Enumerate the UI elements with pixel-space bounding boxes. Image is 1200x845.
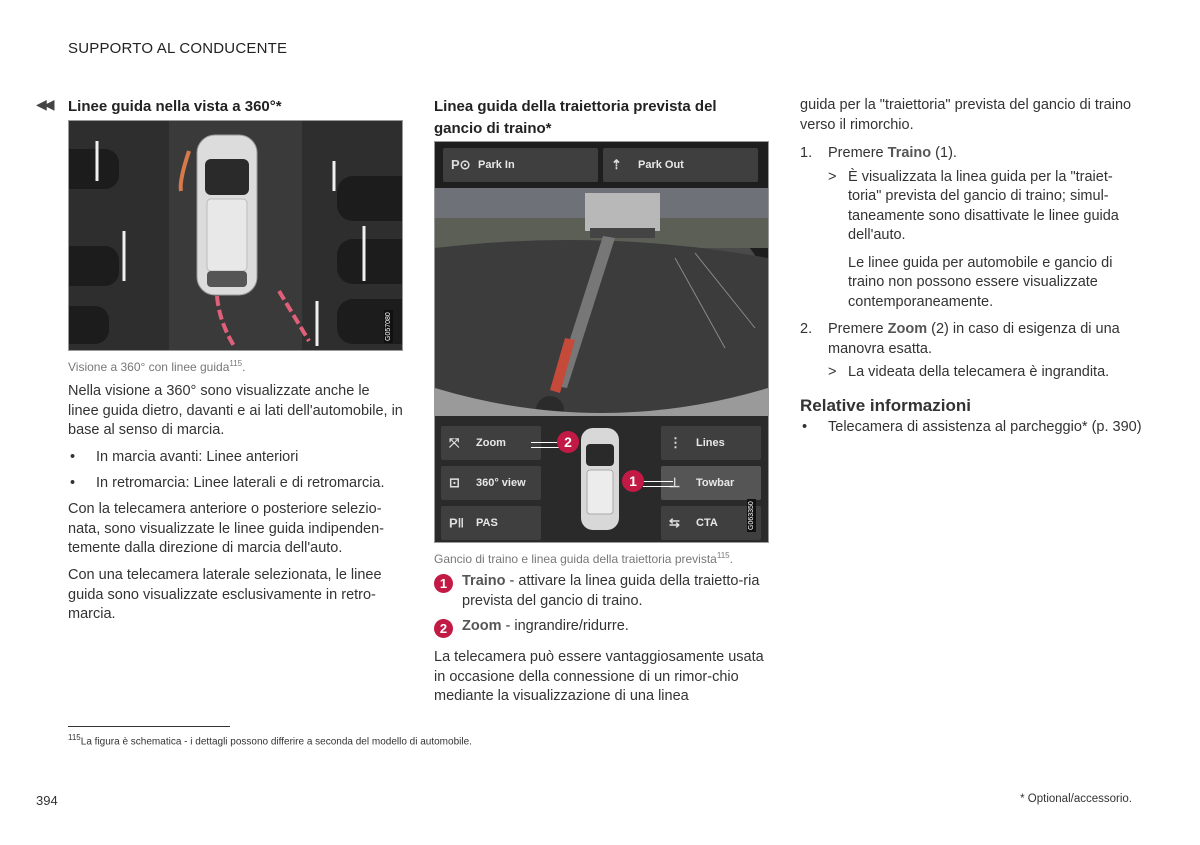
legend-keyword: Zoom [462,618,502,634]
step-1 [800,144,1145,164]
heading-towbar-guide: Linea guida della traiettoria prevista del gancio di traino* [434,98,717,137]
cta-button[interactable] [661,506,761,540]
list-item [68,474,403,494]
towbar-button[interactable] [661,466,761,500]
callout-2: 2 [557,431,579,453]
zoom-label: Zoom [476,437,506,449]
footnote-divider [68,726,230,727]
park-out-button[interactable] [603,148,758,182]
step-number: 1. [800,145,813,161]
figure-code: G063350 [748,501,755,530]
footnote [68,733,472,747]
zoom-icon: ⤧ [449,435,460,450]
figure-code: G057080 [385,312,392,341]
view360-button[interactable] [441,466,541,500]
legend-keyword: Traino [462,573,506,589]
camera-view [435,188,768,416]
step-1-result [800,168,1145,246]
bullet-icon: • [70,449,76,465]
list-item-text: In retromarcia: Linee laterali e di retromarcia. [96,474,385,491]
footnote-ref[interactable]: 115 [716,551,730,560]
steps [800,144,1145,383]
step-text: Premere [828,145,888,161]
callout-legend [434,572,769,637]
lines-icon: ⋮ [669,435,682,450]
optional-note: * Optional/accessorio. [1020,793,1132,805]
step-2-result [800,363,1145,383]
step-text: (1). [931,145,957,161]
callout-line-2 [531,442,559,448]
section-title: SUPPORTO AL CONDUCENTE [68,40,288,57]
related-list [800,418,1145,438]
paragraph: Con una telecamera laterale selezionata, le linee guida sono visualizzate esclusivamente in retro-marcia. [68,567,382,622]
park-in-label: Park In [478,159,515,171]
figure-towbar-view [434,141,769,543]
park-in-icon: P⊙ [451,157,471,172]
related-heading: Relative informazioni [800,396,971,415]
paragraph: guida per la "traiettoria" prevista del gancio di traino verso il rimorchio. [800,97,1132,133]
lines-button[interactable] [661,426,761,460]
paragraph: La telecamera può essere vantaggiosamente usata in occasione della connessione di un rimor-chio mediante la visualizzazione di una linea [434,649,764,704]
cta-icon: ⇆ [669,515,680,530]
result-text: La videata della telecamera è ingrandita. [848,364,1110,380]
park-out-icon: ⇡ [611,157,622,172]
towbar-label: Towbar [696,477,735,489]
bullet-icon: • [70,474,76,491]
legend-badge-1: 1 [434,574,453,593]
step-1-note: Le linee guida per automobile e gancio di traino non possono essere visualizzate contemporaneamente. [848,254,1113,310]
figure-caption: Gancio di traino e linea guida della traiettoria prevista$^{115}$. [434,551,733,566]
legend-badge-2: 2 [434,619,453,638]
lines-label: Lines [696,437,725,449]
car-360-icon: ⊡ [449,475,460,490]
heading-360-guides: Linee guida nella vista a 360°* [68,98,282,115]
caption-text: Gancio di traino e linea guida della traiettoria prevista [434,552,717,566]
pas-button[interactable] [441,506,541,540]
callout-line-1 [643,481,673,487]
figure-caption: Visione a 360° con linee guida$^{115}$. [68,359,246,374]
footnote-ref[interactable]: 115 [229,359,243,368]
paragraph: Nella visione a 360° sono visualizzate anche le linee guida dietro, davanti e ai lati dell'automobile, in base al senso di marcia. [68,383,403,438]
pas-icon: P‖ [449,515,465,531]
cta-label: CTA [696,517,718,529]
footnote-number: 115 [68,733,81,742]
callout-1: 1 [622,470,644,492]
step-keyword: Traino [887,145,932,161]
legend-text: - attivare la linea guida della traietto-ria prevista del gancio di traino. [462,573,760,609]
figure-360-illustration [69,121,402,350]
car-top-view [575,426,625,534]
legend-item [434,617,769,637]
figure-360-view [68,120,403,351]
view360-label: 360° view [476,477,526,489]
list-item [68,448,403,468]
legend-text: - ingrandire/ridurre. [501,618,629,634]
towbar-icon: ⊥ [669,475,681,490]
park-out-label: Park Out [638,159,684,171]
result-text: È visualizzata la linea guida per la "traiet-toria" prevista del gancio di traino; simul-taneamente sono disattivate le linee guida dell'auto. [848,168,1119,243]
step-text: (2) in caso di esigenza di una manovra esatta. [828,321,1120,357]
step-2 [800,320,1145,359]
bullet-list [68,448,403,493]
related-link[interactable]: Telecamera di assistenza al parcheggio* (p. 390) [828,419,1142,435]
park-in-button[interactable] [443,148,598,182]
step-text: Premere [828,321,888,337]
list-item-text: In marcia avanti: Linee anteriori [96,449,299,465]
related-item[interactable] [800,418,1145,438]
page-number: 394 [36,793,58,808]
result-arrow: > [828,364,837,380]
zoom-button[interactable] [441,426,541,460]
legend-item [434,572,769,611]
step-keyword: Zoom [887,321,928,337]
step-number: 2. [800,321,813,337]
bullet-icon: • [802,419,808,435]
caption-text: Visione a 360° con linee guida [68,360,230,374]
pas-label: PAS [476,517,498,529]
result-arrow: > [828,168,837,185]
paragraph: Con la telecamera anteriore o posteriore selezio-nata, sono visualizzate le linee guida indipenden-temente dalla direzione di marcia dell'auto. [68,501,384,556]
double-chevron-left-icon[interactable]: ◀◀ [36,96,52,112]
footnote-text: La figura è schematica - i dettagli possono differire a seconda del modello di automobile. [80,736,472,748]
